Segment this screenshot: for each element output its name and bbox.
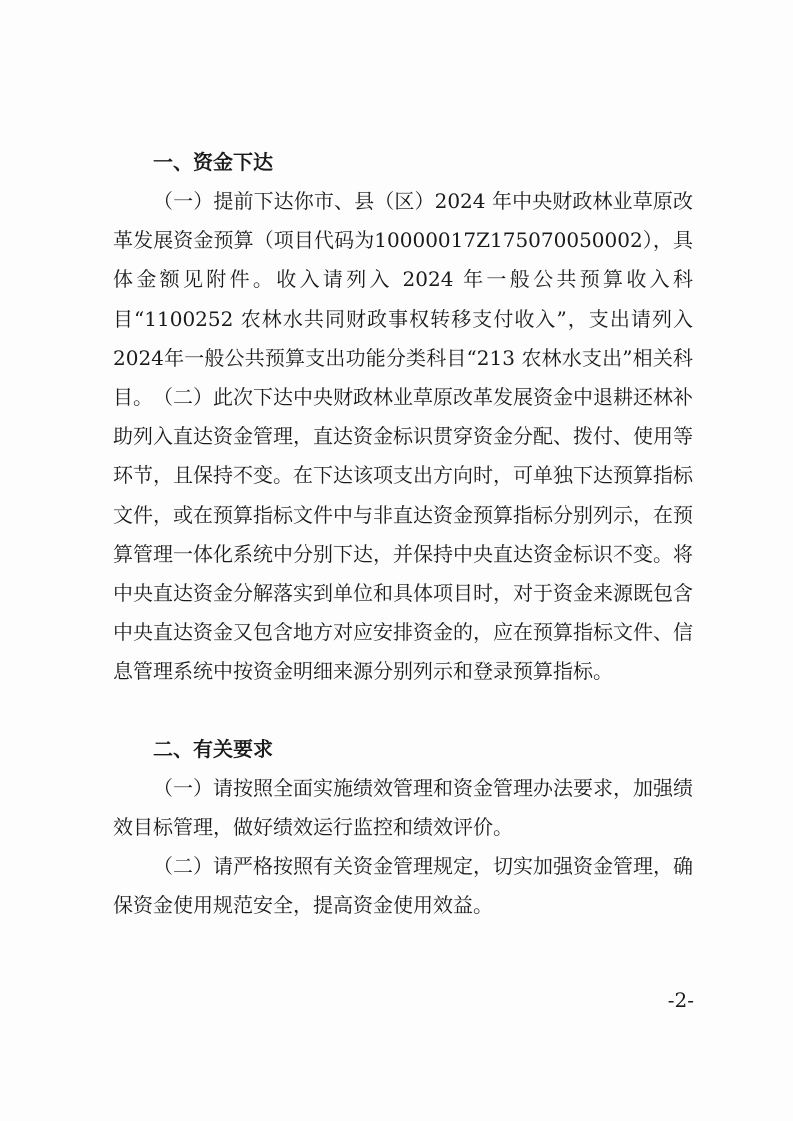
paragraph-1-2: （二）此次下达中央财政林业草原改革发展资金中退耕还林补助列入直达资金管理，直达资金标识贯穿资金分配、拨付、使用等环节，且保持不变。在下达该项支出方向时，可单独下达预算指标文件，或在预算指标文件中与非直达资金预算指标分别列示，在预算管理一体化系统中分别下达，并保持中央直达资金标识不变。将中央直达资金分解落实到单位和具体项目时，对于资金来源既包含中央直达资金又包含地方对应安排资金的，应在预算指标文件、信息管理系统中按资金明细来源分别列示和登录预算指标。 [113,385,693,684]
section-heading-requirements: 二、有关要求 [153,737,273,761]
section-heading-funds-issued: 一、资金下达 [153,150,273,174]
paragraph-2-2: （二）请严格按照有关资金管理规定，切实加强资金管理，确保资金使用规范安全，提高资金使用效益。 [113,854,693,918]
page-number: -2- [667,988,694,1012]
paragraph-2-1: （一）请按照全面实施绩效管理和资金管理办法要求，加强绩效目标管理，做好绩效运行监控和绩效评价。 [113,776,693,840]
paragraph-1-1: （一）提前下达你市、县（区）2024 年中央财政林业草原改革发展资金预算（项目代码为10000017Z175070050002），具体金额见附件。收入请列入 2024 年一般公共预算收入科目“1100252 农林水共同财政事权转移支付收入”，支出请列入2024年一般公共预算支出功能分类科目“213 农林水支出”相关科目。 [113,189,693,410]
